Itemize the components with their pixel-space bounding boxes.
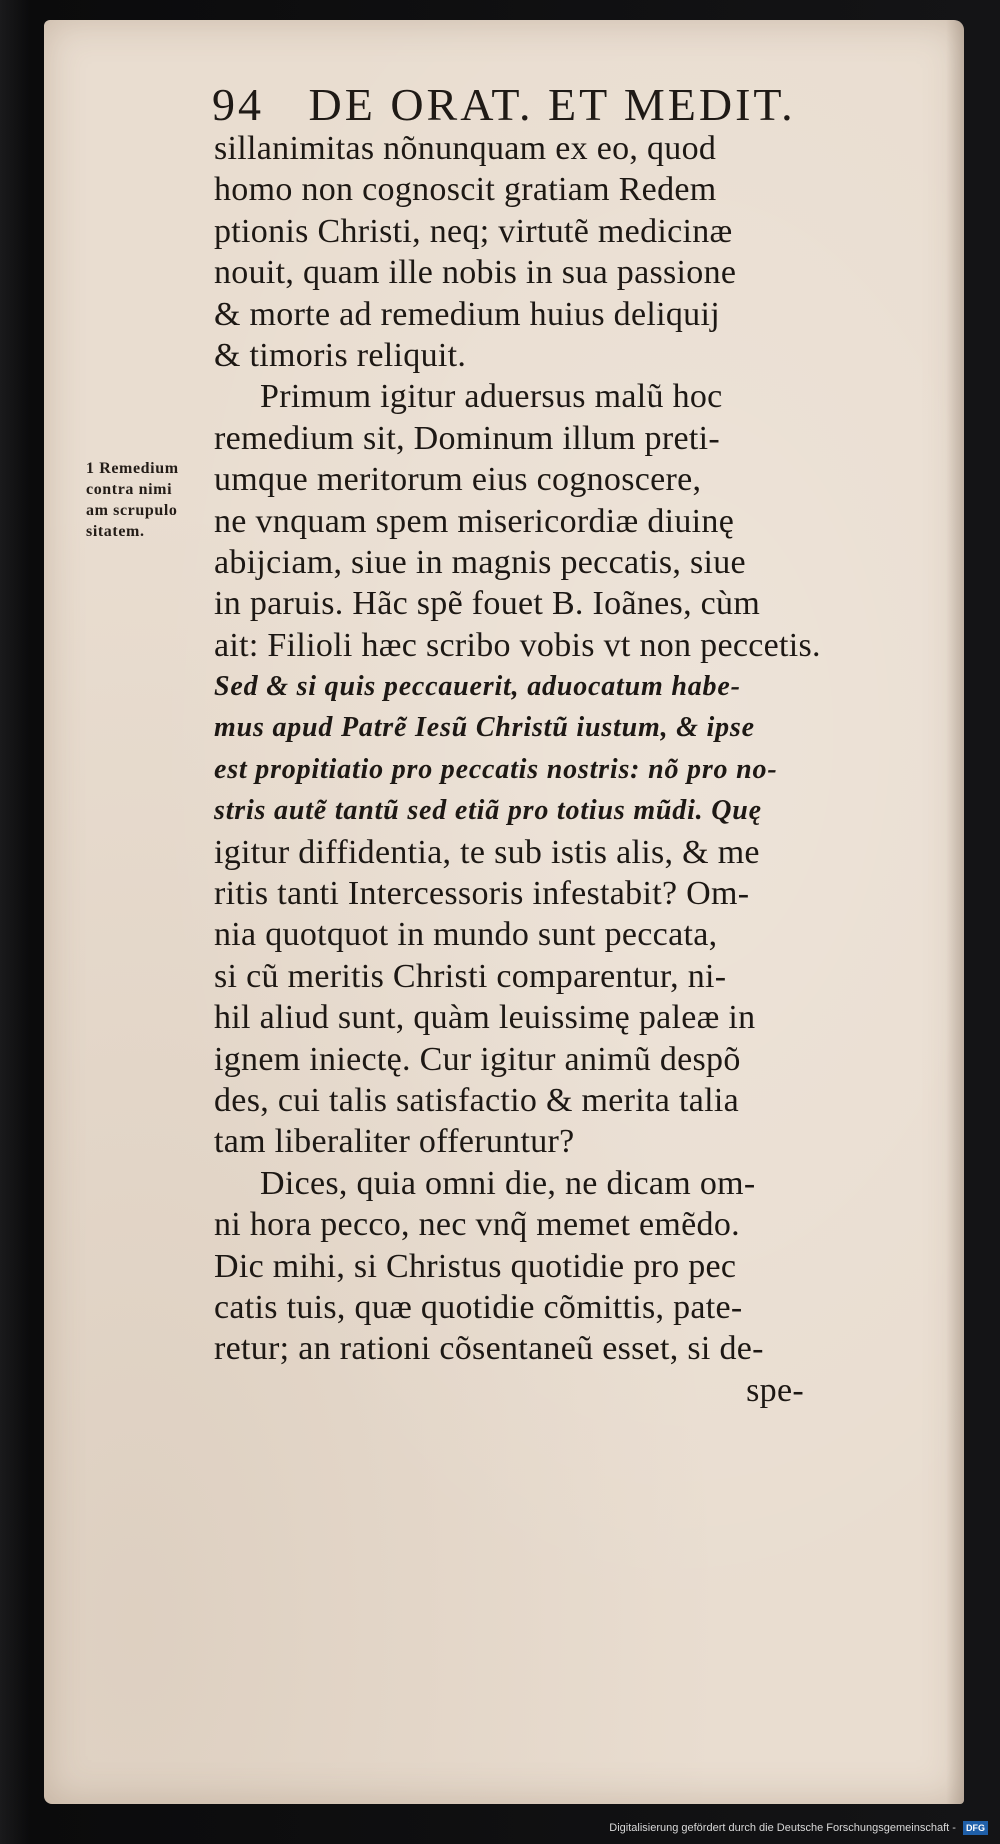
body-text [214,128,944,1411]
credit-text: Digitalisierung gefördert durch die Deutsche Forschungsgemeinschaft - [609,1822,956,1834]
catchword: spe- [746,1371,804,1409]
marginal-note-line: contra nimi [86,481,173,498]
marginal-note [86,458,221,542]
text-line: sillanimitas nõnunquam ex eo, quod [214,130,717,167]
scripture-quote-line: Sed & si quis peccauerit, aduocatum habe- [214,671,741,703]
text-line: ignem iniectę. Cur igitur animũ despõ [214,1040,741,1078]
running-title: DE ORAT. ET MEDIT. [308,79,796,130]
text-line: homo non cognoscit gratiam Redem [214,171,717,209]
marginal-note-line: 1 Remedium [86,460,179,477]
text-line: igitur diffidentia, te sub istis alis, & me [214,833,760,871]
page-edge-shadow [946,20,964,1804]
page-number: 94 [212,79,264,130]
text-line: nouit, quam ille nobis in sua passione [214,254,737,292]
text-line: catis tuis, quæ quotidie cõmittis, pate- [214,1288,743,1326]
text-line: ritis tanti Intercessoris infestabit? Om- [214,875,750,913]
text-line: & morte ad remedium huius deliquij [214,295,720,333]
text-line: ptionis Christi, neq; virtutẽ medicinæ [214,212,733,250]
text-line: retur; an rationi cõsentaneũ esset, si de- [214,1330,764,1368]
paragraph-start-line: Primum igitur aduersus malũ hoc [260,378,723,416]
text-line: abijciam, siue in magnis peccatis, siue [214,543,746,581]
text-line: ne vnquam spem misericordiæ diuinę [214,502,735,540]
marginal-note-line: sitatem. [86,523,145,540]
dfg-logo: DFG [963,1821,988,1835]
text-line: des, cui talis satisfactio & merita talia [214,1081,739,1119]
text-line: remedium sit, Dominum illum preti- [214,419,720,457]
paragraph-start-line: Dices, quia omni die, ne dicam om- [260,1164,756,1202]
text-line: tam liberaliter offeruntur? [214,1123,575,1161]
scripture-quote-line: stris autẽ tantũ sed etiã pro totius mũdi. Quę [214,795,762,827]
marginal-note-line: am scrupulo [86,502,178,519]
digitization-credit [609,1819,988,1837]
text-line: ni hora pecco, nec vnq̃ memet emẽdo. [214,1206,740,1244]
text-line: hil aliud sunt, quàm leuissimę paleæ in [214,999,756,1037]
text-line: Dic mihi, si Christus quotidie pro pec [214,1247,737,1285]
text-line: in paruis. Hãc spẽ fouet B. Ioãnes, cùm [214,585,761,623]
text-line: si cũ meritis Christi comparentur, ni- [214,957,727,995]
text-line: umque meritorum eius cognoscere, [214,461,702,499]
text-line: nia quotquot in mundo sunt peccata, [214,916,718,954]
scripture-quote-line: est propitiatio pro peccatis nostris: nõ pro no- [214,753,778,785]
text-line: ait: Filioli hæc scribo vobis vt non peccetis. [214,626,821,664]
scripture-quote-line: mus apud Patrẽ Iesũ Christũ iustum, & ipse [214,712,755,744]
text-line: & timoris reliquit. [214,336,467,374]
